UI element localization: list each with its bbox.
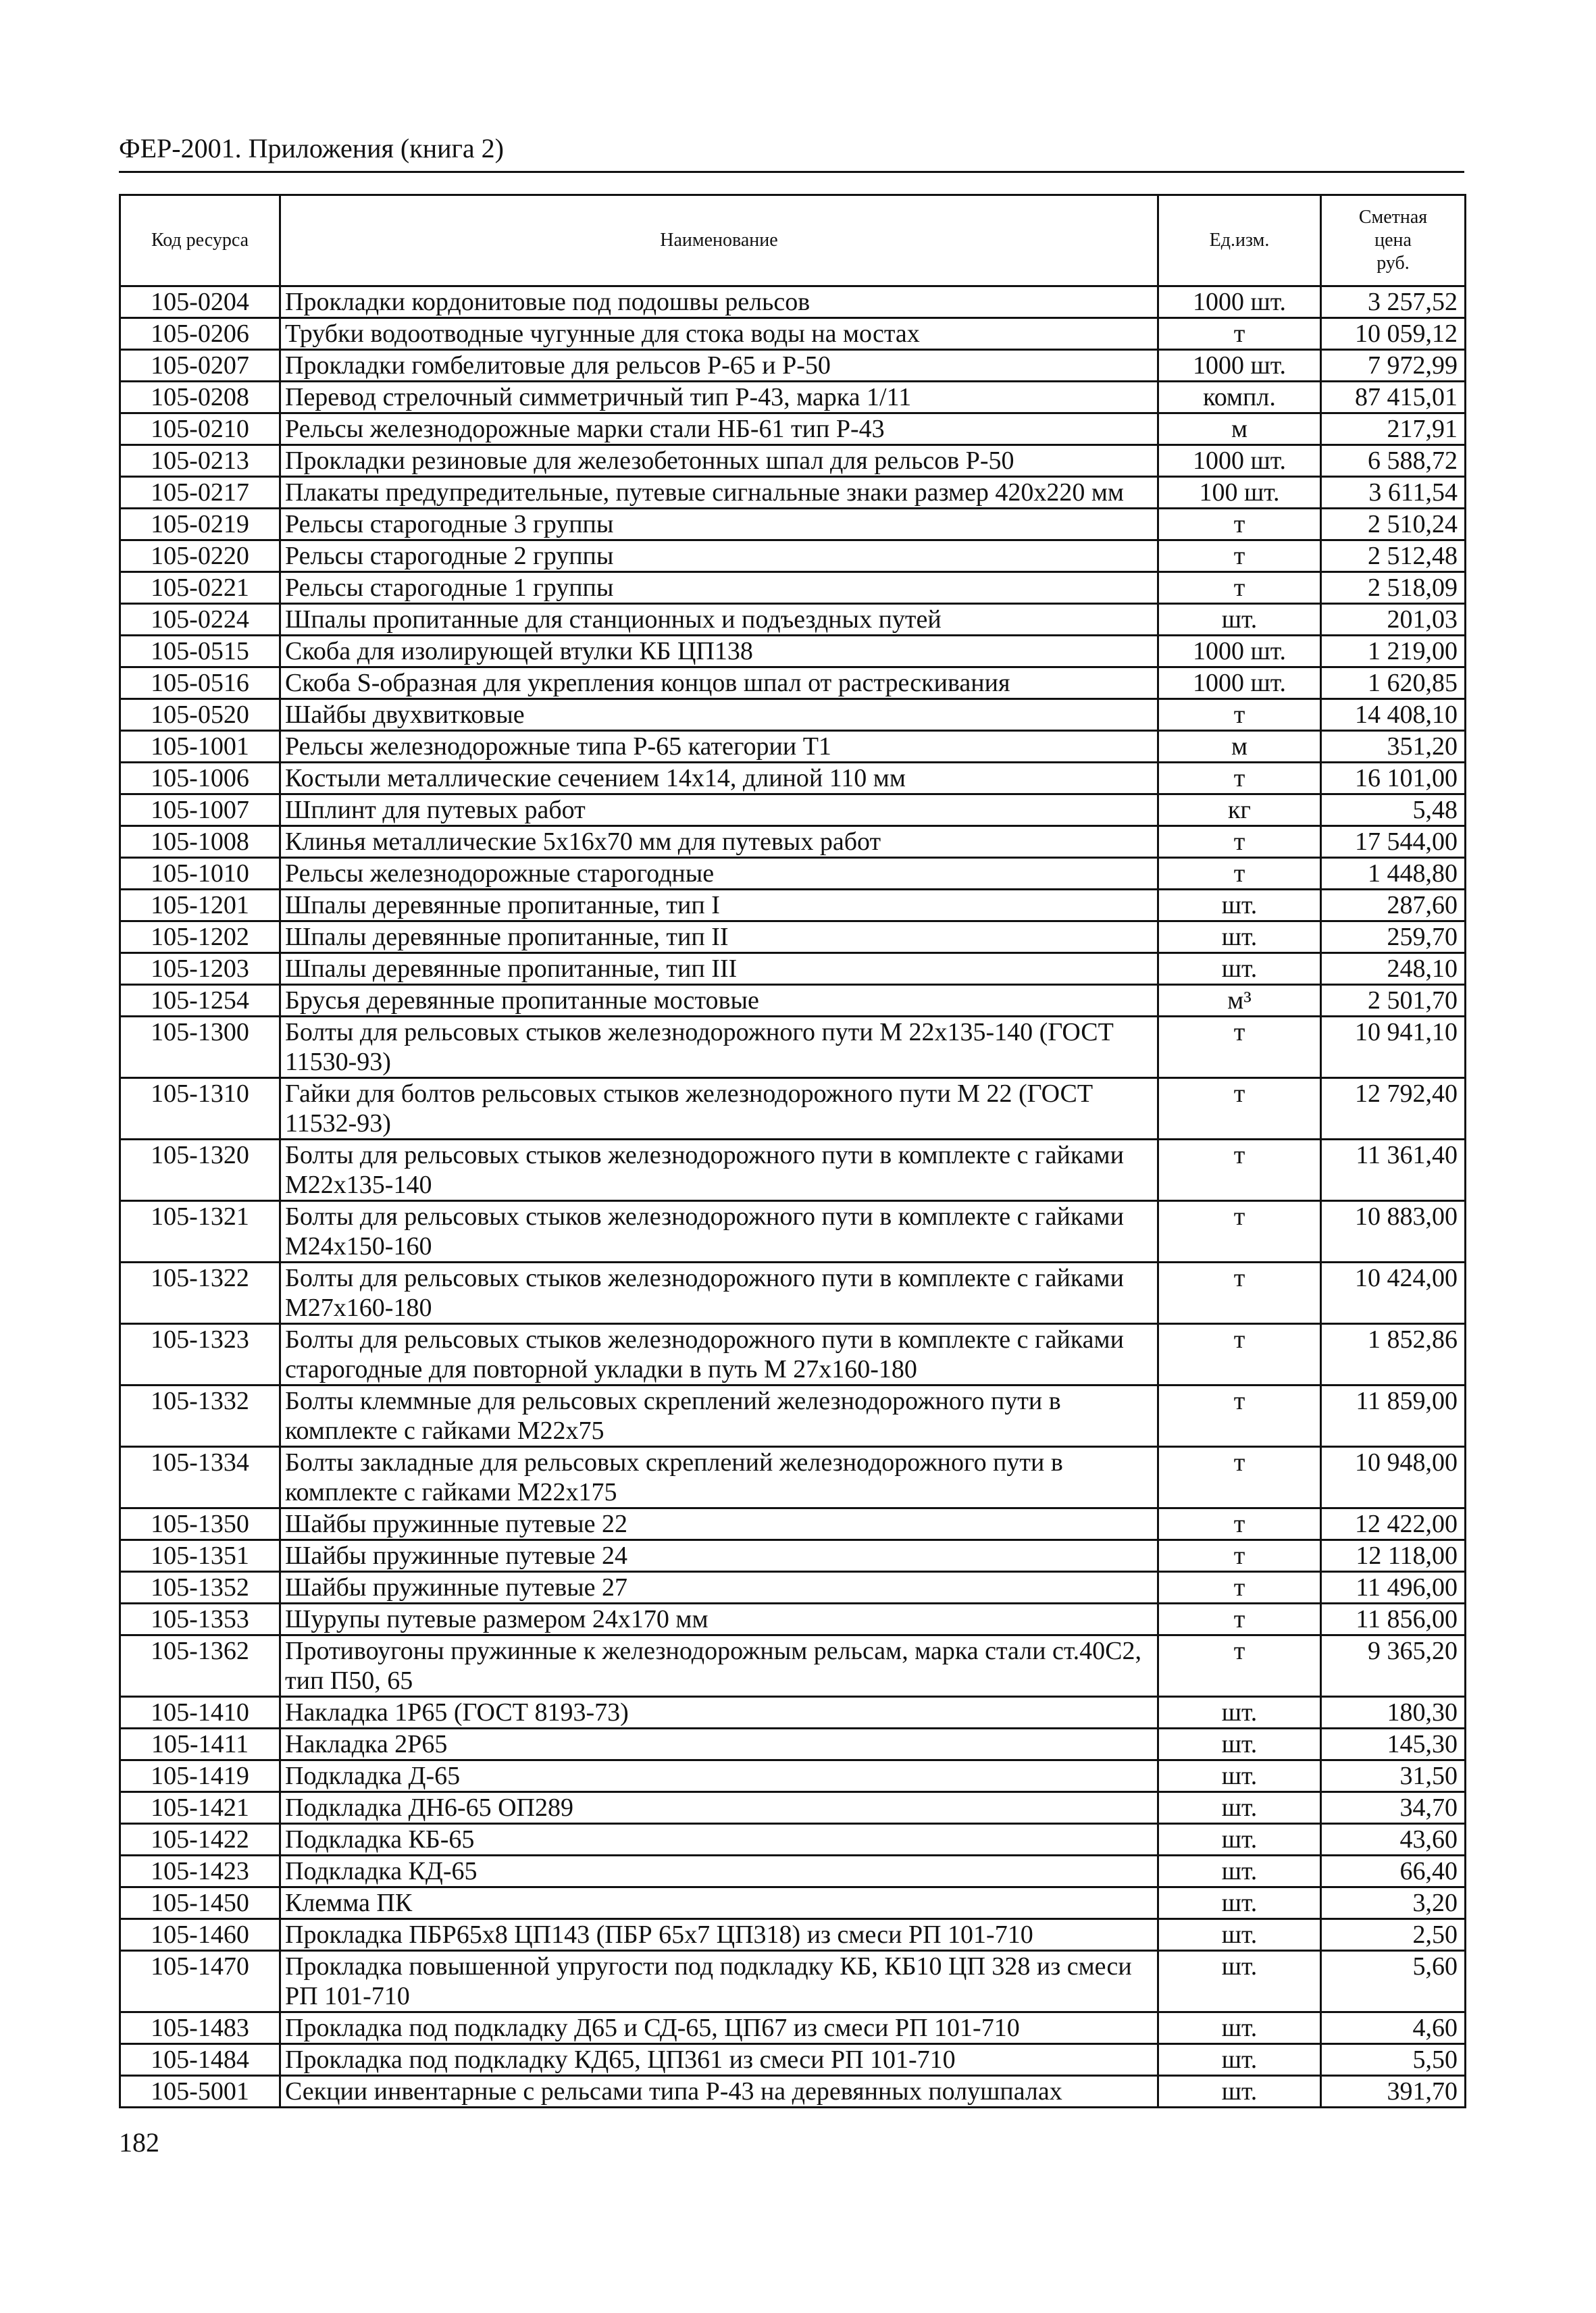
- name-cell: Трубки водоотводные чугунные для стока воды на мостах: [280, 318, 1158, 350]
- price-header-line: цена: [1374, 230, 1412, 251]
- name-cell: Рельсы железнодорожные типа Р-65 категории Т1: [280, 731, 1158, 763]
- unit-cell: т: [1158, 826, 1321, 858]
- unit-cell: шт.: [1158, 953, 1321, 985]
- price-cell: 34,70: [1321, 1792, 1466, 1824]
- table-row: [120, 763, 1466, 794]
- price-cell: 2 512,48: [1321, 540, 1466, 572]
- unit-cell: т: [1158, 509, 1321, 540]
- code-cell: 105-0516: [120, 667, 280, 699]
- price-cell: 11 361,40: [1321, 1140, 1466, 1201]
- table-row: [120, 1919, 1466, 1951]
- table-row: [120, 953, 1466, 985]
- name-cell: Шпалы деревянные пропитанные, тип II: [280, 921, 1158, 953]
- price-cell: 10 941,10: [1321, 1017, 1466, 1078]
- table-row: [120, 509, 1466, 540]
- name-cell: Клемма ПК: [280, 1887, 1158, 1919]
- unit-cell: т: [1158, 1572, 1321, 1604]
- code-cell: 105-1450: [120, 1887, 280, 1919]
- table-row: [120, 794, 1466, 826]
- code-cell: 105-1351: [120, 1540, 280, 1572]
- table-row: [120, 1078, 1466, 1140]
- price-cell: 12 118,00: [1321, 1540, 1466, 1572]
- unit-cell: м: [1158, 731, 1321, 763]
- unit-cell: кг: [1158, 794, 1321, 826]
- price-cell: 3 611,54: [1321, 477, 1466, 509]
- table-row: [120, 1324, 1466, 1386]
- price-cell: 16 101,00: [1321, 763, 1466, 794]
- unit-cell: т: [1158, 1201, 1321, 1263]
- code-cell: 105-1410: [120, 1697, 280, 1729]
- table-row: [120, 699, 1466, 731]
- code-cell: 105-1421: [120, 1792, 280, 1824]
- price-cell: 180,30: [1321, 1697, 1466, 1729]
- name-cell: Противоугоны пружинные к железнодорожным рельсам, марка стали ст.40С2, тип П50, 65: [280, 1635, 1158, 1697]
- unit-cell: 1000 шт.: [1158, 445, 1321, 477]
- name-cell: Накладка 2Р65: [280, 1729, 1158, 1760]
- code-cell: 105-0210: [120, 413, 280, 445]
- table-row: [120, 1887, 1466, 1919]
- name-cell: Рельсы старогодные 2 группы: [280, 540, 1158, 572]
- code-cell: 105-1470: [120, 1951, 280, 2012]
- table-row: [120, 1604, 1466, 1635]
- table-row: [120, 1760, 1466, 1792]
- price-cell: 5,60: [1321, 1951, 1466, 2012]
- code-cell: 105-1350: [120, 1508, 280, 1540]
- name-cell: Шпалы деревянные пропитанные, тип I: [280, 890, 1158, 921]
- name-cell: Подкладка КБ-65: [280, 1824, 1158, 1856]
- table-row: [120, 382, 1466, 413]
- table-row: [120, 1824, 1466, 1856]
- name-cell: Перевод стрелочный симметричный тип Р-43, марка 1/11: [280, 382, 1158, 413]
- table-row: [120, 1856, 1466, 1887]
- price-cell: 10 948,00: [1321, 1447, 1466, 1508]
- price-cell: 287,60: [1321, 890, 1466, 921]
- price-cell: 14 408,10: [1321, 699, 1466, 731]
- price-cell: 43,60: [1321, 1824, 1466, 1856]
- code-cell: 105-1321: [120, 1201, 280, 1263]
- code-cell: 105-0520: [120, 699, 280, 731]
- table-row: [120, 731, 1466, 763]
- code-cell: 105-0515: [120, 636, 280, 667]
- price-cell: 351,20: [1321, 731, 1466, 763]
- name-cell: Прокладка под подкладку Д65 и СД-65, ЦП67 из смеси РП 101-710: [280, 2012, 1158, 2044]
- table-row: [120, 858, 1466, 890]
- table-row: [120, 1017, 1466, 1078]
- code-cell: 105-0207: [120, 350, 280, 382]
- price-cell: 87 415,01: [1321, 382, 1466, 413]
- code-cell: 105-1323: [120, 1324, 280, 1386]
- unit-cell: шт.: [1158, 1697, 1321, 1729]
- header-rule: [119, 171, 1464, 173]
- code-cell: 105-1422: [120, 1824, 280, 1856]
- price-cell: 145,30: [1321, 1729, 1466, 1760]
- name-cell: Рельсы железнодорожные старогодные: [280, 858, 1158, 890]
- table-row: [120, 1572, 1466, 1604]
- code-cell: 105-0221: [120, 572, 280, 604]
- code-cell: 105-1483: [120, 2012, 280, 2044]
- table-row: [120, 1729, 1466, 1760]
- table-row: [120, 890, 1466, 921]
- unit-cell: т: [1158, 858, 1321, 890]
- table-row: [120, 921, 1466, 953]
- unit-cell: м: [1158, 413, 1321, 445]
- table-row: [120, 667, 1466, 699]
- unit-cell: т: [1158, 1635, 1321, 1697]
- unit-cell: шт.: [1158, 2076, 1321, 2108]
- code-cell: 105-1201: [120, 890, 280, 921]
- table-row: [120, 445, 1466, 477]
- table-row: [120, 413, 1466, 445]
- name-cell: Брусья деревянные пропитанные мостовые: [280, 985, 1158, 1017]
- price-cell: 10 424,00: [1321, 1263, 1466, 1324]
- name-cell: Болты закладные для рельсовых скреплений железнодорожного пути в комплекте с гайками М22х175: [280, 1447, 1158, 1508]
- unit-cell: м³: [1158, 985, 1321, 1017]
- unit-cell: шт.: [1158, 1919, 1321, 1951]
- unit-cell: 100 шт.: [1158, 477, 1321, 509]
- code-cell: 105-0220: [120, 540, 280, 572]
- price-cell: 3,20: [1321, 1887, 1466, 1919]
- name-cell: Прокладки гомбелитовые для рельсов Р-65 и Р-50: [280, 350, 1158, 382]
- name-cell: Гайки для болтов рельсовых стыков железнодорожного пути М 22 (ГОСТ 11532-93): [280, 1078, 1158, 1140]
- unit-cell: т: [1158, 1017, 1321, 1078]
- unit-cell: 1000 шт.: [1158, 286, 1321, 318]
- table-row: [120, 350, 1466, 382]
- code-cell: 105-0206: [120, 318, 280, 350]
- table-row: [120, 2076, 1466, 2108]
- table-header-row: [120, 195, 1466, 286]
- price-cell: 17 544,00: [1321, 826, 1466, 858]
- table-row: [120, 1635, 1466, 1697]
- code-cell: 105-1352: [120, 1572, 280, 1604]
- unit-cell: 1000 шт.: [1158, 667, 1321, 699]
- table-row: [120, 1140, 1466, 1201]
- code-cell: 105-1300: [120, 1017, 280, 1078]
- unit-cell: шт.: [1158, 1729, 1321, 1760]
- unit-cell: шт.: [1158, 890, 1321, 921]
- unit-cell: 1000 шт.: [1158, 350, 1321, 382]
- price-cell: 2 518,09: [1321, 572, 1466, 604]
- unit-cell: шт.: [1158, 2044, 1321, 2076]
- code-cell: 105-1322: [120, 1263, 280, 1324]
- name-cell: Шурупы путевые размером 24х170 мм: [280, 1604, 1158, 1635]
- code-cell: 105-0217: [120, 477, 280, 509]
- code-cell: 105-1353: [120, 1604, 280, 1635]
- price-cell: 31,50: [1321, 1760, 1466, 1792]
- table-row: [120, 2044, 1466, 2076]
- unit-cell: компл.: [1158, 382, 1321, 413]
- code-cell: 105-1334: [120, 1447, 280, 1508]
- unit-cell: т: [1158, 1508, 1321, 1540]
- name-cell: Скоба S-образная для укрепления концов шпал от растрескивания: [280, 667, 1158, 699]
- column-header-code: Код ресурса: [120, 195, 280, 286]
- price-cell: 217,91: [1321, 413, 1466, 445]
- unit-cell: шт.: [1158, 1760, 1321, 1792]
- table-row: [120, 1386, 1466, 1447]
- name-cell: Рельсы старогодные 3 группы: [280, 509, 1158, 540]
- name-cell: Подкладка ДН6-65 ОП289: [280, 1792, 1158, 1824]
- code-cell: 105-1484: [120, 2044, 280, 2076]
- price-cell: 12 422,00: [1321, 1508, 1466, 1540]
- unit-cell: шт.: [1158, 1824, 1321, 1856]
- code-cell: 105-1254: [120, 985, 280, 1017]
- unit-cell: т: [1158, 1604, 1321, 1635]
- column-header-name: Наименование: [280, 195, 1158, 286]
- table-row: [120, 1792, 1466, 1824]
- table-row: [120, 2012, 1466, 2044]
- price-cell: 1 852,86: [1321, 1324, 1466, 1386]
- unit-cell: т: [1158, 1263, 1321, 1324]
- price-cell: 1 219,00: [1321, 636, 1466, 667]
- code-cell: 105-1203: [120, 953, 280, 985]
- table-body: [120, 286, 1466, 2108]
- price-cell: 248,10: [1321, 953, 1466, 985]
- table-row: [120, 1447, 1466, 1508]
- name-cell: Шайбы пружинные путевые 24: [280, 1540, 1158, 1572]
- price-cell: 1 620,85: [1321, 667, 1466, 699]
- unit-cell: шт.: [1158, 1792, 1321, 1824]
- resource-price-table: [119, 194, 1466, 2108]
- price-cell: 201,03: [1321, 604, 1466, 636]
- price-cell: 5,48: [1321, 794, 1466, 826]
- name-cell: Прокладки резиновые для железобетонных шпал для рельсов Р-50: [280, 445, 1158, 477]
- name-cell: Болты для рельсовых стыков железнодорожного пути в комплекте с гайками М24х150-160: [280, 1201, 1158, 1263]
- price-header-line: руб.: [1376, 253, 1410, 274]
- page-header: ФЕР-2001. Приложения (книга 2): [119, 133, 504, 163]
- price-cell: 12 792,40: [1321, 1078, 1466, 1140]
- code-cell: 105-1007: [120, 794, 280, 826]
- table-row: [120, 1540, 1466, 1572]
- price-cell: 391,70: [1321, 2076, 1466, 2108]
- code-cell: 105-0204: [120, 286, 280, 318]
- table-row: [120, 636, 1466, 667]
- column-header-price: [1321, 195, 1466, 286]
- code-cell: 105-1310: [120, 1078, 280, 1140]
- name-cell: Клинья металлические 5х16х70 мм для путевых работ: [280, 826, 1158, 858]
- name-cell: Накладка 1Р65 (ГОСТ 8193-73): [280, 1697, 1158, 1729]
- name-cell: Шплинт для путевых работ: [280, 794, 1158, 826]
- table-row: [120, 1697, 1466, 1729]
- price-cell: 9 365,20: [1321, 1635, 1466, 1697]
- name-cell: Шпалы пропитанные для станционных и подъездных путей: [280, 604, 1158, 636]
- price-cell: 11 859,00: [1321, 1386, 1466, 1447]
- price-cell: 66,40: [1321, 1856, 1466, 1887]
- code-cell: 105-1460: [120, 1919, 280, 1951]
- page-number: 182: [119, 2127, 159, 2158]
- name-cell: Прокладка ПБР65х8 ЦП143 (ПБР 65х7 ЦП318) из смеси РП 101-710: [280, 1919, 1158, 1951]
- name-cell: Плакаты предупредительные, путевые сигнальные знаки размер 420х220 мм: [280, 477, 1158, 509]
- name-cell: Подкладка КД-65: [280, 1856, 1158, 1887]
- price-cell: 10 059,12: [1321, 318, 1466, 350]
- unit-cell: т: [1158, 699, 1321, 731]
- unit-cell: шт.: [1158, 1856, 1321, 1887]
- name-cell: Болты для рельсовых стыков железнодорожного пути в комплекте с гайками М27х160-180: [280, 1263, 1158, 1324]
- code-cell: 105-1010: [120, 858, 280, 890]
- name-cell: Прокладка под подкладку КД65, ЦП361 из смеси РП 101-710: [280, 2044, 1158, 2076]
- price-cell: 7 972,99: [1321, 350, 1466, 382]
- name-cell: Болты для рельсовых стыков железнодорожного пути М 22х135-140 (ГОСТ 11530-93): [280, 1017, 1158, 1078]
- code-cell: 105-0208: [120, 382, 280, 413]
- name-cell: Шайбы двухвитковые: [280, 699, 1158, 731]
- unit-cell: т: [1158, 763, 1321, 794]
- unit-cell: шт.: [1158, 921, 1321, 953]
- price-cell: 11 856,00: [1321, 1604, 1466, 1635]
- name-cell: Скоба для изолирующей втулки КБ ЦП138: [280, 636, 1158, 667]
- code-cell: 105-5001: [120, 2076, 280, 2108]
- table-row: [120, 1951, 1466, 2012]
- unit-cell: шт.: [1158, 604, 1321, 636]
- code-cell: 105-1411: [120, 1729, 280, 1760]
- code-cell: 105-1006: [120, 763, 280, 794]
- code-cell: 105-1202: [120, 921, 280, 953]
- table-row: [120, 1508, 1466, 1540]
- code-cell: 105-1332: [120, 1386, 280, 1447]
- name-cell: Прокладки кордонитовые под подошвы рельсов: [280, 286, 1158, 318]
- code-cell: 105-1362: [120, 1635, 280, 1697]
- unit-cell: шт.: [1158, 1887, 1321, 1919]
- unit-cell: т: [1158, 1324, 1321, 1386]
- table-row: [120, 318, 1466, 350]
- name-cell: Шайбы пружинные путевые 27: [280, 1572, 1158, 1604]
- code-cell: 105-1320: [120, 1140, 280, 1201]
- table-row: [120, 477, 1466, 509]
- table-row: [120, 604, 1466, 636]
- unit-cell: т: [1158, 1447, 1321, 1508]
- price-cell: 6 588,72: [1321, 445, 1466, 477]
- unit-cell: т: [1158, 1386, 1321, 1447]
- price-cell: 10 883,00: [1321, 1201, 1466, 1263]
- name-cell: Болты клеммные для рельсовых скреплений железнодорожного пути в комплекте с гайками М22х75: [280, 1386, 1158, 1447]
- price-cell: 259,70: [1321, 921, 1466, 953]
- unit-cell: 1000 шт.: [1158, 636, 1321, 667]
- name-cell: Болты для рельсовых стыков железнодорожного пути в комплекте с гайками старогодные для повторной укладки в путь М 27х160-180: [280, 1324, 1158, 1386]
- price-cell: 2 501,70: [1321, 985, 1466, 1017]
- unit-cell: т: [1158, 572, 1321, 604]
- name-cell: Болты для рельсовых стыков железнодорожного пути в комплекте с гайками М22х135-140: [280, 1140, 1158, 1201]
- price-cell: 2,50: [1321, 1919, 1466, 1951]
- unit-cell: шт.: [1158, 2012, 1321, 2044]
- name-cell: Секции инвентарные с рельсами типа Р-43 на деревянных полушпалах: [280, 2076, 1158, 2108]
- code-cell: 105-1001: [120, 731, 280, 763]
- name-cell: Подкладка Д-65: [280, 1760, 1158, 1792]
- code-cell: 105-0219: [120, 509, 280, 540]
- table-row: [120, 572, 1466, 604]
- price-cell: 1 448,80: [1321, 858, 1466, 890]
- table-row: [120, 1263, 1466, 1324]
- table-row: [120, 1201, 1466, 1263]
- unit-cell: шт.: [1158, 1951, 1321, 2012]
- column-header-unit: Ед.изм.: [1158, 195, 1321, 286]
- code-cell: 105-1008: [120, 826, 280, 858]
- name-cell: Прокладка повышенной упругости под подкладку КБ, КБ10 ЦП 328 из смеси РП 101-710: [280, 1951, 1158, 2012]
- code-cell: 105-0213: [120, 445, 280, 477]
- name-cell: Костыли металлические сечением 14х14, длиной 110 мм: [280, 763, 1158, 794]
- table-row: [120, 540, 1466, 572]
- unit-cell: т: [1158, 318, 1321, 350]
- unit-cell: т: [1158, 540, 1321, 572]
- unit-cell: т: [1158, 1540, 1321, 1572]
- price-cell: 2 510,24: [1321, 509, 1466, 540]
- code-cell: 105-0224: [120, 604, 280, 636]
- table-row: [120, 985, 1466, 1017]
- unit-cell: т: [1158, 1078, 1321, 1140]
- unit-cell: т: [1158, 1140, 1321, 1201]
- code-cell: 105-1419: [120, 1760, 280, 1792]
- code-cell: 105-1423: [120, 1856, 280, 1887]
- name-cell: Шпалы деревянные пропитанные, тип III: [280, 953, 1158, 985]
- price-cell: 4,60: [1321, 2012, 1466, 2044]
- price-cell: 3 257,52: [1321, 286, 1466, 318]
- price-cell: 11 496,00: [1321, 1572, 1466, 1604]
- name-cell: Рельсы железнодорожные марки стали НБ-61 тип Р-43: [280, 413, 1158, 445]
- name-cell: Рельсы старогодные 1 группы: [280, 572, 1158, 604]
- table-row: [120, 826, 1466, 858]
- price-header-line: Сметная: [1358, 207, 1428, 228]
- price-cell: 5,50: [1321, 2044, 1466, 2076]
- table-row: [120, 286, 1466, 318]
- name-cell: Шайбы пружинные путевые 22: [280, 1508, 1158, 1540]
